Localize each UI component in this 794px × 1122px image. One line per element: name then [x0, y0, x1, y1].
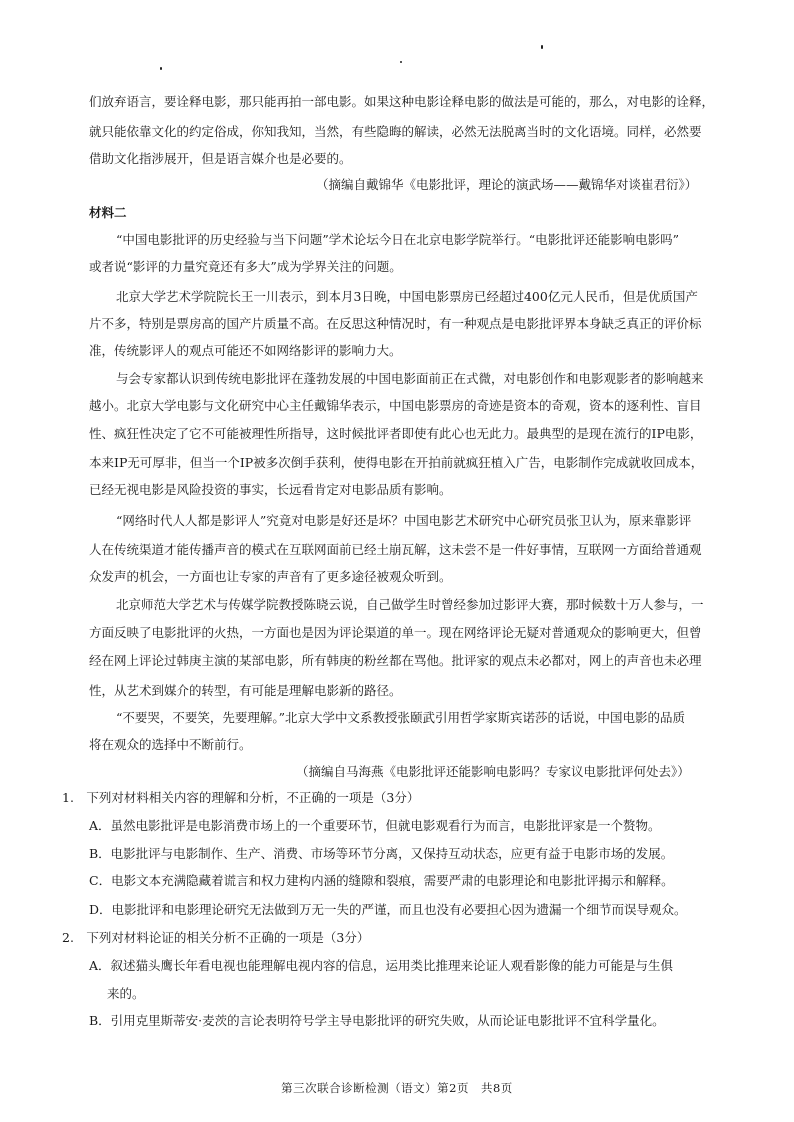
paragraph-line: 人在传统渠道才能传播声音的模式在互联网面前已经土崩瓦解，这未尝不是一件好事情，互联网一方面给普通观	[89, 542, 702, 557]
paragraph-line: 经在网上评论过韩庚主演的某部电影，所有韩庚的粉丝都在骂他。批评家的观点未必都对，网上的声音也未必理	[89, 653, 702, 668]
paragraph-line: 北京师范大学艺术与传媒学院教授陈晓云说，自己做学生时曾经参加过影评大赛，那时候数十万人参与，一	[116, 597, 704, 612]
paragraph-line: 越小。北京大学电影与文化研究中心主任戴锦华表示，中国电影票房的奇迹是资本的奇观，资本的逐利性、盲目	[89, 398, 702, 413]
question-option: A．虽然电影批评是电影消费市场上的一个重要环节，但就电影观看行为而言，电影批评家是一个赘物。	[89, 818, 661, 833]
question-stem: 2. 下列对材料论证的相关分析不正确的一项是（3分）	[62, 930, 370, 945]
question-option: B．电影批评与电影制作、生产、消费、市场等环节分离，又保持互动状态，应更有益于电影市场的发展。	[89, 846, 674, 861]
paragraph-line: 北京大学艺术学院院长王一川表示，到本月3日晚，中国电影票房已经超过400亿元人民币，但是优质国产	[116, 289, 698, 304]
paragraph-line: 片不多，特别是票房高的国产片质量不高。在反思这种情况时，有一种观点是电影批评界本身缺乏真正的评价标	[89, 316, 702, 331]
scan-speck	[541, 45, 543, 49]
paragraph-line: 性、疯狂性决定了它不可能被理性所指导，这时候批评者即使有此心也无此力。最典型的是现在流行的IP电影，	[89, 426, 703, 441]
source-citation: （摘编自马海燕《电影批评还能影响电影吗？专家议电影批评何处去》）	[296, 764, 690, 779]
paragraph-line: 们放弃语言，要诠释电影，那只能再拍一部电影。如果这种电影诠释电影的做法是可能的，那么，对电影的诠释，	[89, 94, 715, 109]
question-option: D．电影批评和电影理论研究无法做到万无一失的严谨，而且也没有必要担心因为遗漏一个细节而误导观众。	[89, 902, 687, 917]
paragraph-line: 就只能依靠文化的约定俗成，你知我知，当然，有些隐晦的解读，必然无法脱离当时的文化语境。同样，必然要	[89, 124, 702, 139]
paragraph-line: 借助文化指涉展开，但是语言媒介也是必要的。	[89, 151, 352, 166]
paragraph-line: “中国电影批评的历史经验与当下问题”学术论坛今日在北京电影学院举行。“电影批评还能影响电影吗”	[116, 232, 680, 247]
page-footer: 第三次联合诊断检测（语文）第2页 共8页	[281, 1081, 513, 1095]
paragraph-line: 已经无视电影是风险投资的事实，长远看肯定对电影品质有影响。	[89, 482, 452, 497]
paragraph-line: 方面反映了电影批评的火热，一方面也是因为评论渠道的单一。现在网络评论无疑对普通观众的影响更大，但曾	[89, 625, 702, 640]
source-citation: （摘编自戴锦华《电影批评，理论的演武场——戴锦华对谈崔君衍》）	[316, 177, 698, 192]
paragraph-line: 准，传统影评人的观点可能还不如网络影评的影响力大。	[89, 343, 402, 358]
paragraph-line: 众发声的机会，一方面也让专家的声音有了更多途径被观众听到。	[89, 569, 452, 584]
paragraph-line: 性，从艺术到媒介的转型，有可能是理解电影新的路径。	[89, 683, 402, 698]
scan-speck	[160, 67, 162, 70]
paragraph-line: 与会专家都认识到传统电影批评在蓬勃发展的中国电影面前正在式微，对电影创作和电影观影者的影响越来	[116, 371, 704, 386]
paragraph-line: “网络时代人人都是影评人”究竟对电影是好还是坏？中国电影艺术研究中心研究员张卫认为，原来靠影评	[116, 513, 692, 528]
question-stem: 1. 下列对材料相关内容的理解和分析，不正确的一项是（3分）	[62, 790, 420, 805]
question-option: A．叙述猫头鹰长年看电视也能理解电视内容的信息，运用类比推理来论证人观看影像的能力可能是与生俱	[89, 958, 674, 973]
section-heading: 材料二	[89, 205, 127, 220]
paragraph-line: 本来IP无可厚非，但当一个IP被多次倒手获利，使得电影在开拍前就疯狂植入广告，电影制作完成就收回成本，	[89, 455, 704, 470]
paragraph-line: 或者说“影评的力量究竟还有多大”成为学界关注的问题。	[89, 259, 402, 274]
question-option: 来的。	[107, 986, 145, 1001]
scan-speck	[400, 61, 402, 63]
question-option: B．引用克里斯蒂安·麦茨的言论表明符号学主导电影批评的研究失败，从而论证电影批评不宜科学量化。	[89, 1013, 665, 1028]
question-option: C．电影文本充满隐藏着谎言和权力建构内涵的缝隙和裂痕，需要严肃的电影理论和电影批评揭示和解释。	[89, 873, 674, 888]
paragraph-line: “不要哭，不要笑，先要理解。”北京大学中文系教授张颐武引用哲学家斯宾诺莎的话说，中国电影的品质	[116, 710, 686, 725]
paragraph-line: 将在观众的选择中不断前行。	[89, 737, 252, 752]
